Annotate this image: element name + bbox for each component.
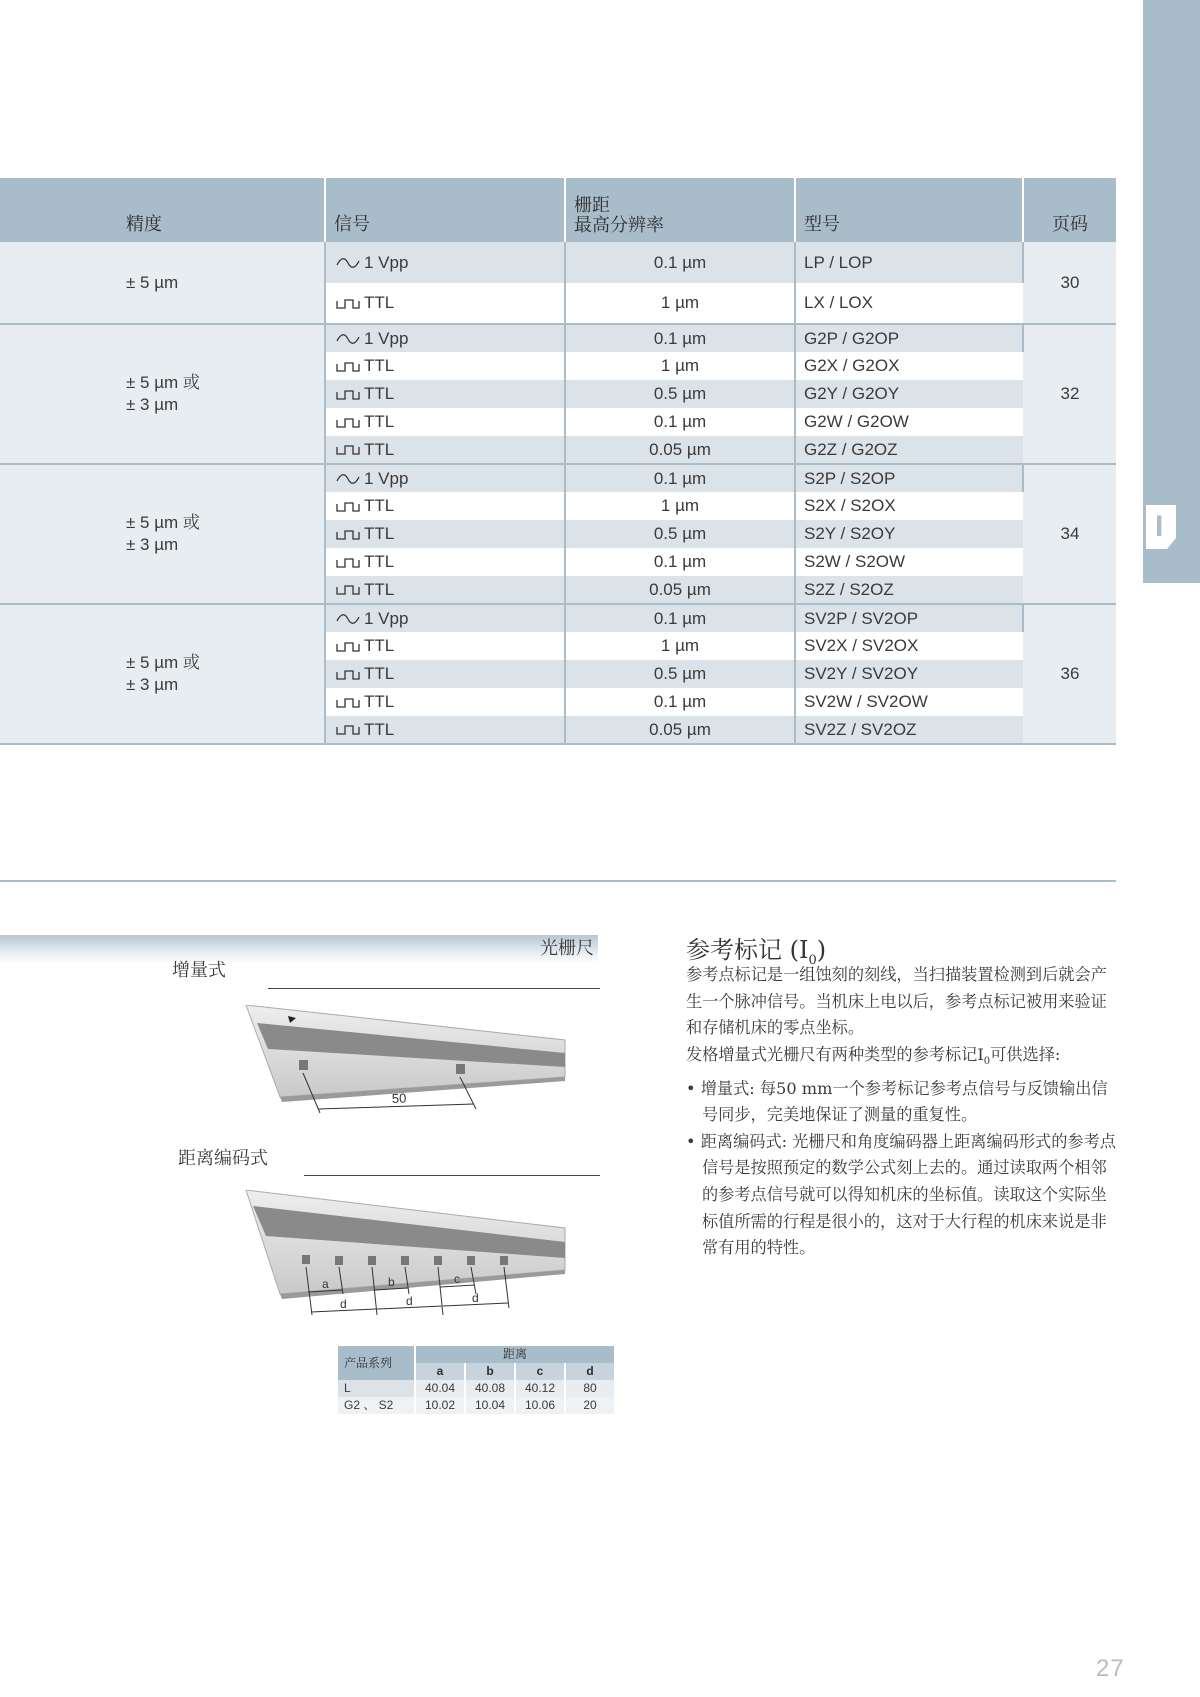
resolution-cell: 0.1 µm <box>565 604 795 632</box>
signal-cell <box>325 632 565 660</box>
signal-label: TTL <box>364 439 395 459</box>
header-accuracy: 精度 <box>0 178 325 242</box>
incremental-scale-illustration <box>240 1005 600 1135</box>
signal-label: TTL <box>364 384 395 403</box>
table-row <box>0 324 1116 352</box>
resolution-cell: 0.1 µm <box>565 548 795 576</box>
page-cell: 34 <box>1023 464 1116 604</box>
signal-cell <box>325 660 565 688</box>
accuracy-line1: ± 5 µm 或 <box>126 653 200 672</box>
table-row <box>0 242 1116 283</box>
sine-wave-icon <box>336 613 360 625</box>
accuracy-cell <box>0 242 325 324</box>
resolution-cell: 0.05 µm <box>565 436 795 464</box>
signal-cell <box>325 576 565 604</box>
signal-cell <box>325 352 565 380</box>
square-wave-icon <box>336 501 360 513</box>
model-cell: SV2X / SV2OX <box>795 632 1023 660</box>
reference-mark <box>456 1064 465 1074</box>
dist-value: 10.06 <box>515 1397 565 1414</box>
model-cell: LX / LOX <box>795 283 1023 324</box>
reference-mark <box>401 1256 409 1265</box>
reference-p2-sub: 0 <box>983 1056 991 1068</box>
model-cell: G2P / G2OP <box>795 324 1023 352</box>
signal-label: TTL <box>364 412 395 431</box>
signal-cell <box>325 688 565 716</box>
dim-d-label: d <box>406 1294 413 1308</box>
model-cell: G2X / G2OX <box>795 352 1023 380</box>
square-wave-icon <box>336 557 360 569</box>
model-cell: G2Z / G2OZ <box>795 436 1023 464</box>
chapter-letter: I <box>1155 510 1164 543</box>
dist-value: 10.02 <box>415 1397 465 1414</box>
header-model: 型号 <box>795 178 1023 242</box>
model-cell: SV2Z / SV2OZ <box>795 716 1023 744</box>
dim-b-label: b <box>388 1275 395 1289</box>
page-cell: 30 <box>1023 242 1116 324</box>
resolution-cell: 1 µm <box>565 283 795 324</box>
signal-label: 1 Vpp <box>364 252 409 272</box>
signal-cell <box>325 324 565 352</box>
sine-wave-icon <box>336 473 360 485</box>
accuracy-cell <box>0 464 325 604</box>
dist-table-group-header: 距离 <box>415 1346 614 1363</box>
table-row <box>0 464 1116 492</box>
header-resolution <box>565 178 795 242</box>
reference-paragraph-1: 参考点标记是一组蚀刻的刻线，当扫描装置检测到后就会产生一个脉冲信号。当机床上电以后，参考点标记被用来验证和存储机床的零点坐标。 <box>686 965 1107 1038</box>
dist-table-col-a: a <box>415 1363 465 1380</box>
resolution-cell: 0.1 µm <box>565 242 795 283</box>
signal-cell <box>325 716 565 744</box>
square-wave-icon <box>336 697 360 709</box>
reference-mark <box>368 1256 376 1265</box>
model-cell: SV2P / SV2OP <box>795 604 1023 632</box>
signal-label: 1 Vpp <box>364 328 409 348</box>
reference-paragraph-2 <box>686 1042 1116 1076</box>
sine-wave-icon <box>336 257 360 269</box>
dist-table-col-b: b <box>465 1363 515 1380</box>
signal-label: TTL <box>364 636 395 655</box>
dist-value: 40.12 <box>515 1380 565 1397</box>
square-wave-icon <box>336 529 360 541</box>
reference-mark <box>335 1256 343 1265</box>
dist-table-col-c: c <box>515 1363 565 1380</box>
square-wave-icon <box>336 361 360 373</box>
accuracy-cell <box>0 604 325 744</box>
table-row <box>0 604 1116 632</box>
distance-table <box>338 1346 614 1414</box>
square-wave-icon <box>336 298 360 310</box>
signal-label: TTL <box>364 524 395 543</box>
square-wave-icon <box>336 444 360 456</box>
spec-table <box>0 178 1116 745</box>
resolution-cell: 1 µm <box>565 492 795 520</box>
table-row <box>338 1397 614 1414</box>
signal-cell <box>325 464 565 492</box>
signal-cell <box>325 380 565 408</box>
accuracy-line2: ± 3 µm <box>126 675 179 694</box>
signal-cell <box>325 283 565 324</box>
model-cell: SV2W / SV2OW <box>795 688 1023 716</box>
signal-cell <box>325 492 565 520</box>
signal-label: TTL <box>364 293 395 312</box>
signal-cell <box>325 408 565 436</box>
dim-d-label: d <box>340 1297 347 1311</box>
reference-title-sub: 0 <box>808 952 817 968</box>
accuracy-line1: ± 5 µm 或 <box>126 513 200 532</box>
page-cell: 32 <box>1023 324 1116 464</box>
accuracy-cell <box>0 324 325 464</box>
incremental-underline <box>268 988 600 989</box>
chapter-side-tab <box>1143 0 1200 583</box>
reference-mark <box>299 1060 308 1070</box>
model-cell: S2W / S2OW <box>795 548 1023 576</box>
square-wave-icon <box>336 389 360 401</box>
dist-family: G2 、 S2 <box>338 1397 415 1414</box>
dim-a-label: a <box>322 1277 329 1291</box>
signal-label: TTL <box>364 719 395 739</box>
signal-label: TTL <box>364 552 395 571</box>
figure-title: 光栅尺 <box>540 938 594 959</box>
model-cell: S2Y / S2OY <box>795 520 1023 548</box>
reference-mark <box>434 1256 442 1265</box>
header-resolution-line1: 栅距 <box>574 195 610 216</box>
signal-label: TTL <box>364 496 395 515</box>
signal-label: TTL <box>364 692 395 711</box>
dist-value: 40.08 <box>465 1380 515 1397</box>
reference-p2-end: 可供选择: <box>990 1044 1061 1064</box>
signal-cell <box>325 604 565 632</box>
page-number: 27 <box>1096 1655 1125 1682</box>
dim-c-label: c <box>454 1272 460 1286</box>
page-cell: 36 <box>1023 604 1116 744</box>
reference-mark <box>467 1256 475 1265</box>
accuracy-line1: ± 5 µm 或 <box>126 373 200 392</box>
resolution-cell: 0.1 µm <box>565 688 795 716</box>
dist-table-family-header: 产品系列 <box>338 1346 415 1380</box>
distance-coded-label: 距离编码式 <box>178 1148 268 1169</box>
reference-mark <box>302 1255 310 1264</box>
accuracy-line2: ± 3 µm <box>126 395 179 414</box>
model-cell: G2Y / G2OY <box>795 380 1023 408</box>
signal-cell <box>325 436 565 464</box>
header-resolution-line2: 最高分辨率 <box>574 215 664 236</box>
model-cell: S2X / S2OX <box>795 492 1023 520</box>
model-cell: S2P / S2OP <box>795 464 1023 492</box>
dimension-50: 50 <box>391 1090 407 1106</box>
accuracy-line1: ± 5 µm <box>126 272 179 292</box>
resolution-cell: 1 µm <box>565 352 795 380</box>
reference-p2-text: 发格增量式光栅尺有两种类型的参考标记I <box>686 1044 984 1064</box>
distance-coded-scale-illustration <box>240 1190 600 1340</box>
square-wave-icon <box>336 669 360 681</box>
signal-cell <box>325 520 565 548</box>
reference-title-text: 参考标记 (I <box>686 936 809 964</box>
reference-bullet-incremental: • 增量式: 每50 mm一个参考标记参考点信号与反馈输出信号同步，完美地保证了测量的重复性。 <box>686 1078 1108 1125</box>
signal-cell <box>325 548 565 576</box>
resolution-cell: 1 µm <box>565 632 795 660</box>
reference-title-end: ) <box>816 936 827 964</box>
dist-family: L <box>338 1380 415 1397</box>
resolution-cell: 0.1 µm <box>565 464 795 492</box>
square-wave-icon <box>336 641 360 653</box>
accuracy-line2: ± 3 µm <box>126 535 179 554</box>
dist-value: 40.04 <box>415 1380 465 1397</box>
header-page: 页码 <box>1023 178 1116 242</box>
incremental-label: 增量式 <box>172 960 226 981</box>
figure-header-band <box>0 935 598 963</box>
reference-mark <box>500 1256 508 1265</box>
table-row <box>338 1380 614 1397</box>
resolution-cell: 0.5 µm <box>565 380 795 408</box>
distance-coded-underline <box>304 1175 600 1176</box>
header-signal: 信号 <box>325 178 565 242</box>
model-cell: SV2Y / SV2OY <box>795 660 1023 688</box>
resolution-cell: 0.5 µm <box>565 520 795 548</box>
signal-label: TTL <box>364 579 395 599</box>
resolution-cell: 0.5 µm <box>565 660 795 688</box>
square-wave-icon <box>336 417 360 429</box>
model-cell: LP / LOP <box>795 242 1023 283</box>
reference-body <box>686 962 1116 1262</box>
model-cell: S2Z / S2OZ <box>795 576 1023 604</box>
dist-value: 20 <box>565 1397 614 1414</box>
dist-table-col-d: d <box>565 1363 614 1380</box>
signal-label: TTL <box>364 356 395 375</box>
resolution-cell: 0.1 µm <box>565 408 795 436</box>
section-divider <box>0 880 1116 882</box>
signal-label: 1 Vpp <box>364 468 409 488</box>
signal-label: TTL <box>364 664 395 683</box>
resolution-cell: 0.05 µm <box>565 716 795 744</box>
signal-cell <box>325 242 565 283</box>
reference-bullet-distance-coded: • 距离编码式: 光栅尺和角度编码器上距离编码形式的参考点信号是按照预定的数学公式刻上去的。通过读取两个相邻的参考点信号就可以得知机床的坐标值。读取这个实际坐标值所需的行程是很小的，这对于大行程的机床来说是非常有用的特性。 <box>686 1131 1116 1258</box>
dist-value: 80 <box>565 1380 614 1397</box>
resolution-cell: 0.1 µm <box>565 324 795 352</box>
signal-label: 1 Vpp <box>364 608 409 628</box>
resolution-cell: 0.05 µm <box>565 576 795 604</box>
square-wave-icon <box>336 724 360 736</box>
dist-value: 10.04 <box>465 1397 515 1414</box>
model-cell: G2W / G2OW <box>795 408 1023 436</box>
dim-d-label: d <box>472 1291 479 1305</box>
sine-wave-icon <box>336 333 360 345</box>
square-wave-icon <box>336 584 360 596</box>
